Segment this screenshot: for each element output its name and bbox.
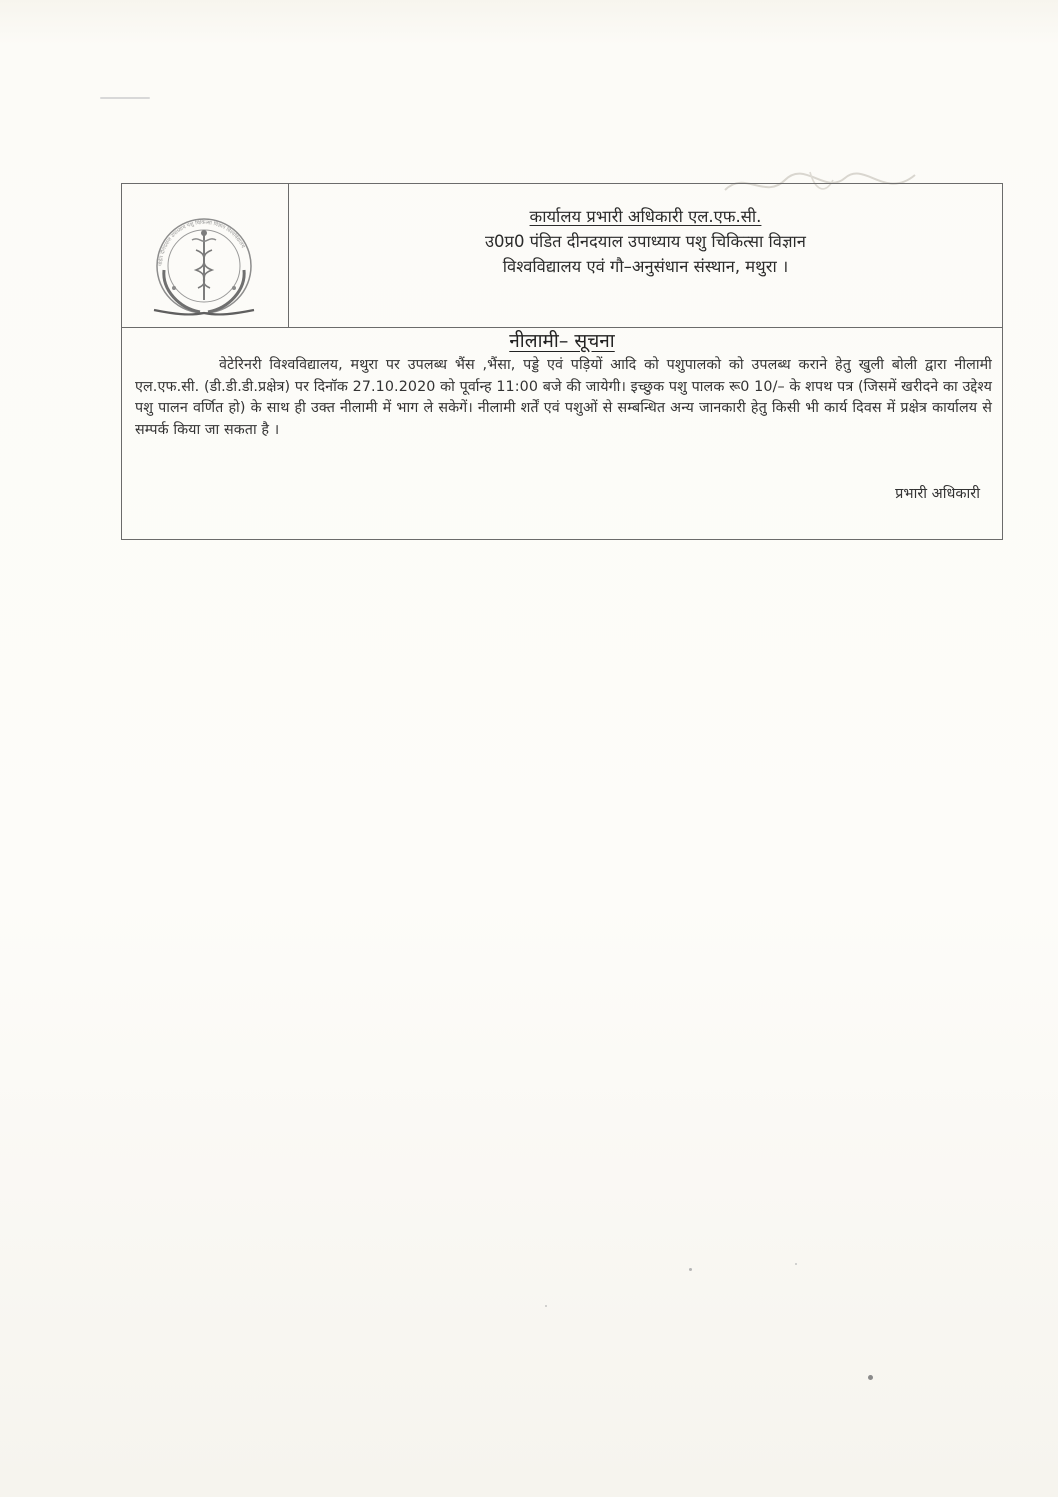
office-title: कार्यालय प्रभारी अधिकारी एल.एफ.सी. [529,207,762,226]
notice-title [122,328,1002,354]
logo-cell [122,184,289,327]
scan-speck [868,1375,873,1380]
letterhead [122,184,1002,328]
emblem-ring-text: पंडित दीनदयाल उपाध्याय पशु चिकित्सा विज्ञान विश्वविद्यालय [157,219,246,267]
scan-speck [795,1263,797,1265]
scan-speck [545,1305,547,1307]
university-location-line: विश्वविद्यालय एवं गौ–अनुसंधान संस्थान, मथुरा । [502,257,789,276]
letterhead-text [289,204,1002,279]
university-emblem-icon [134,210,274,322]
notice-body [122,328,1002,540]
svg-text:पंडित दीनदयाल उपाध्याय पशु चिक [157,219,246,266]
university-name-line: उ0प्र0 पंडित दीनदयाल उपाध्याय पशु चिकित्सा विज्ञान [485,232,806,251]
scan-speck [689,1268,692,1271]
notice-paragraph: वेटेरिनरी विश्वविद्यालय, मथुरा पर उपलब्ध भैंस ,भैंसा, पड्डे एवं पड़ियों आदि को पशुपालको को उपलब्ध कराने हेतु खुली बोली द्वारा नीलामी एल.एफ.सी. (डी.डी.डी.प्रक्षेत्र) पर दिनॉक 27.10.2020 को पूर्वान्ह 11:00 बजे की जायेगी। इच्छुक पशु पालक रू0 10/– के शपथ पत्र (जिसमें खरीदने का उद्देश्य पशु पालन वर्णित हो) के साथ ही उक्त नीलामी में भाग ले सकेगें। नीलामी शर्तें एवं पशुओं से सम्बन्धित अन्य जानकारी हेतु किसी भी कार्य दिवस में प्रक्षेत्र कार्यालय से सम्पर्क किया जा सकता है । [135,357,992,438]
notice-box [121,183,1003,540]
signature-designation: प्रभारी अधिकारी [895,486,980,502]
notice-title-text: नीलामी– सूचना [509,330,615,352]
scan-speck [100,97,150,99]
